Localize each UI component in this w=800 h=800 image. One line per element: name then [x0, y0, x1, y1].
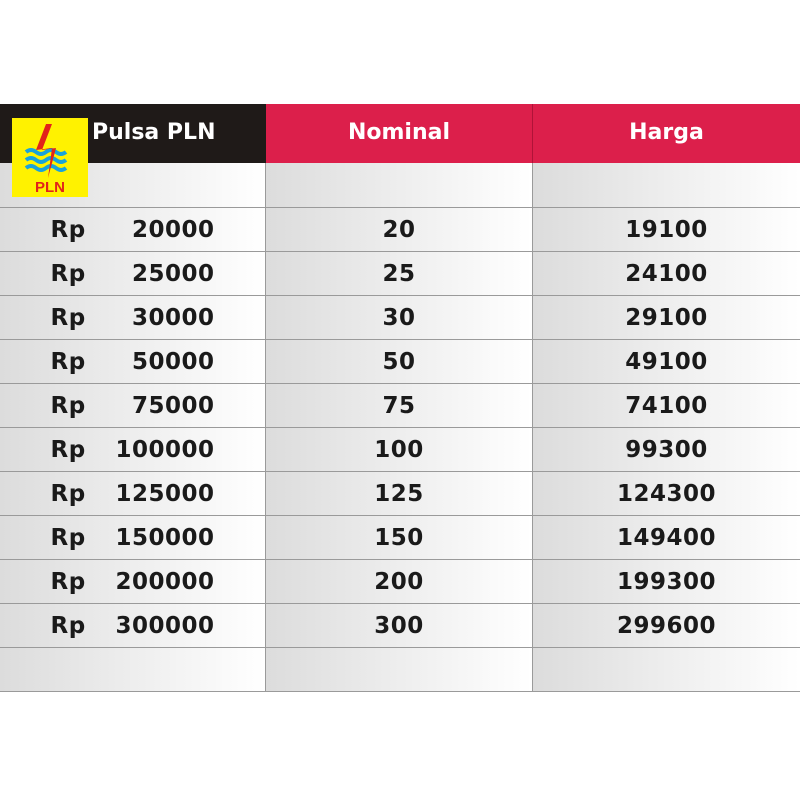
nominal-cell: 50	[266, 340, 533, 383]
table-row	[0, 252, 800, 296]
table-row	[0, 384, 800, 428]
nominal-cell: 25	[266, 252, 533, 295]
pulsa-amount: 25000	[131, 260, 215, 287]
nominal-cell: 100	[266, 428, 533, 471]
table-row	[0, 340, 800, 384]
pulsa-cell	[0, 472, 266, 515]
currency-label: Rp	[50, 260, 86, 287]
pulsa-amount: 300000	[115, 612, 215, 639]
harga-cell: 19100	[533, 208, 800, 251]
pulsa-amount: 100000	[115, 436, 215, 463]
pulsa-cell	[0, 384, 266, 427]
table-row	[0, 208, 800, 252]
pulsa-cell	[0, 516, 266, 559]
pulsa-amount: 150000	[115, 524, 215, 551]
nominal-cell: 75	[266, 384, 533, 427]
pulsa-amount: 200000	[115, 568, 215, 595]
table-cell	[266, 648, 533, 691]
harga-cell: 299600	[533, 604, 800, 647]
pulsa-cell	[0, 428, 266, 471]
currency-label: Rp	[50, 480, 86, 507]
table-row	[0, 296, 800, 340]
nominal-cell: 200	[266, 560, 533, 603]
table-cell	[266, 163, 533, 207]
table-row	[0, 516, 800, 560]
currency-label: Rp	[50, 392, 86, 419]
pulsa-cell	[0, 208, 266, 251]
pulsa-cell	[0, 340, 266, 383]
price-table	[0, 104, 800, 692]
harga-cell: 99300	[533, 428, 800, 471]
nominal-cell: 20	[266, 208, 533, 251]
harga-cell: 149400	[533, 516, 800, 559]
table-row	[0, 604, 800, 648]
table-cell	[533, 163, 800, 207]
currency-label: Rp	[50, 436, 86, 463]
pln-logo-icon	[12, 118, 88, 197]
nominal-cell: 30	[266, 296, 533, 339]
harga-cell: 199300	[533, 560, 800, 603]
currency-label: Rp	[50, 348, 86, 375]
pulsa-amount: 50000	[131, 348, 215, 375]
currency-label: Rp	[50, 524, 86, 551]
header-nominal: Nominal	[266, 104, 533, 163]
pulsa-amount: 20000	[131, 216, 215, 243]
header-pulsa-pln: Pulsa PLN	[0, 104, 266, 163]
currency-label: Rp	[50, 612, 86, 639]
harga-cell: 74100	[533, 384, 800, 427]
table-header	[0, 104, 800, 163]
currency-label: Rp	[50, 216, 86, 243]
currency-label: Rp	[50, 568, 86, 595]
svg-text:PLN: PLN	[35, 179, 65, 196]
table-row	[0, 560, 800, 604]
harga-cell: 49100	[533, 340, 800, 383]
currency-label: Rp	[50, 304, 86, 331]
harga-cell: 24100	[533, 252, 800, 295]
table-cell	[533, 648, 800, 691]
nominal-cell: 150	[266, 516, 533, 559]
pulsa-amount: 30000	[131, 304, 215, 331]
nominal-cell: 125	[266, 472, 533, 515]
table-row-spacer-bottom	[0, 648, 800, 692]
header-harga: Harga	[533, 104, 800, 163]
pulsa-cell	[0, 296, 266, 339]
table-row	[0, 428, 800, 472]
harga-cell: 124300	[533, 472, 800, 515]
pulsa-amount: 125000	[115, 480, 215, 507]
pulsa-cell	[0, 604, 266, 647]
nominal-cell: 300	[266, 604, 533, 647]
harga-cell: 29100	[533, 296, 800, 339]
table-row	[0, 472, 800, 516]
table-cell	[0, 648, 266, 691]
pulsa-amount: 75000	[131, 392, 215, 419]
table-row-spacer-top	[0, 163, 800, 208]
pulsa-cell	[0, 252, 266, 295]
pulsa-cell	[0, 560, 266, 603]
